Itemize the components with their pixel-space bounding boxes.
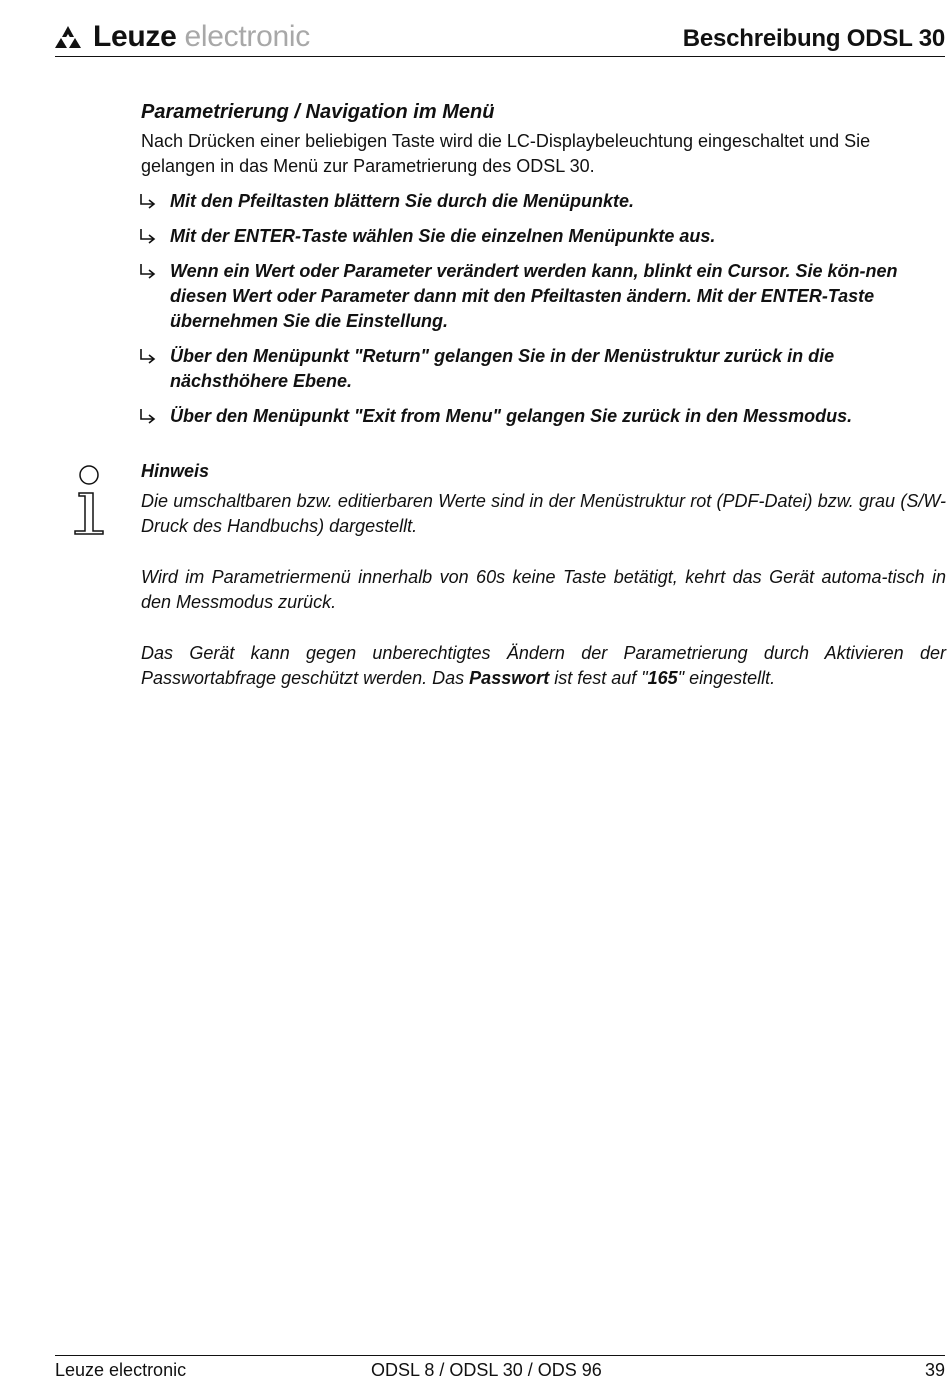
instruction-step — [141, 404, 946, 429]
section-title: Parametrierung / Navigation im Menü — [141, 101, 495, 123]
instruction-step — [141, 344, 946, 394]
note-box — [141, 459, 946, 691]
hand-arrow-icon — [137, 346, 159, 368]
instruction-text: Über den Menüpunkt "Return" gelangen Sie in der Menüstruktur zurück in die nächsthöhere Ebene. — [170, 346, 835, 391]
hand-arrow-icon — [137, 261, 159, 283]
instruction-step — [141, 189, 946, 214]
instruction-text: Mit der ENTER-Taste wählen Sie die einzelnen Menüpunkte aus. — [170, 226, 716, 246]
password-label: Passwort — [469, 668, 550, 688]
instruction-list — [141, 189, 946, 429]
instruction-step — [141, 224, 946, 249]
footer-product: ODSL 8 / ODSL 30 / ODS 96 — [371, 1360, 602, 1380]
instruction-step — [141, 259, 946, 334]
instruction-text: Über den Menüpunkt "Exit from Menu" gelangen Sie zurück in den Messmodus. — [170, 406, 853, 426]
leuze-logo-icon — [55, 25, 81, 49]
hand-arrow-icon — [137, 406, 159, 428]
instruction-text: Mit den Pfeiltasten blättern Sie durch die Menüpunkte. — [170, 191, 635, 211]
password-text-before: Das Gerät kann gegen unberechtigtes Ändern der Parametrierung durch Aktivieren der Passwortabfrage geschützt werden. Das — [141, 643, 946, 688]
note-paragraph-password — [141, 641, 946, 691]
hand-arrow-icon — [137, 226, 159, 248]
password-value: 165 — [647, 668, 678, 688]
note-title: Hinweis — [141, 461, 210, 481]
instruction-text: Wenn ein Wert oder Parameter verändert werden kann, blinkt ein Cursor. Sie kön-nen diesen Wert oder Parameter dann mit den Pfeiltasten ändern. Mit der ENTER-Taste übernehmen Sie die Einstellung. — [170, 261, 898, 331]
brand-name: Leuze — [93, 20, 177, 53]
page-footer — [55, 1355, 945, 1386]
brand-logo — [55, 20, 310, 54]
hand-arrow-icon — [137, 191, 159, 213]
page-header — [55, 14, 945, 57]
note-paragraph-values: Die umschaltbaren bzw. editierbaren Werte sind in der Menüstruktur rot (PDF-Datei) bzw. grau (S/W-Druck des Handbuchs) dargestellt. — [141, 491, 946, 536]
main-content — [141, 100, 946, 691]
password-text-mid: ist fest auf " — [549, 668, 648, 688]
brand-sub: electronic — [184, 20, 310, 53]
intro-paragraph: Nach Drücken einer beliebigen Taste wird die LC-Displaybeleuchtung eingeschaltet und Sie gelangen in das Menü zur Parametrierung des ODSL 30. — [141, 131, 871, 176]
page-number: 39 — [924, 1360, 945, 1380]
footer-company: Leuze electronic — [55, 1360, 187, 1380]
info-icon — [73, 465, 105, 535]
page-header-title: Beschreibung ODSL 30 — [682, 25, 945, 52]
password-text-after: " eingestellt. — [677, 668, 776, 688]
note-paragraph-timeout: Wird im Parametriermenü innerhalb von 60s keine Taste betätigt, kehrt das Gerät automa-tisch in den Messmodus zurück. — [141, 567, 946, 612]
